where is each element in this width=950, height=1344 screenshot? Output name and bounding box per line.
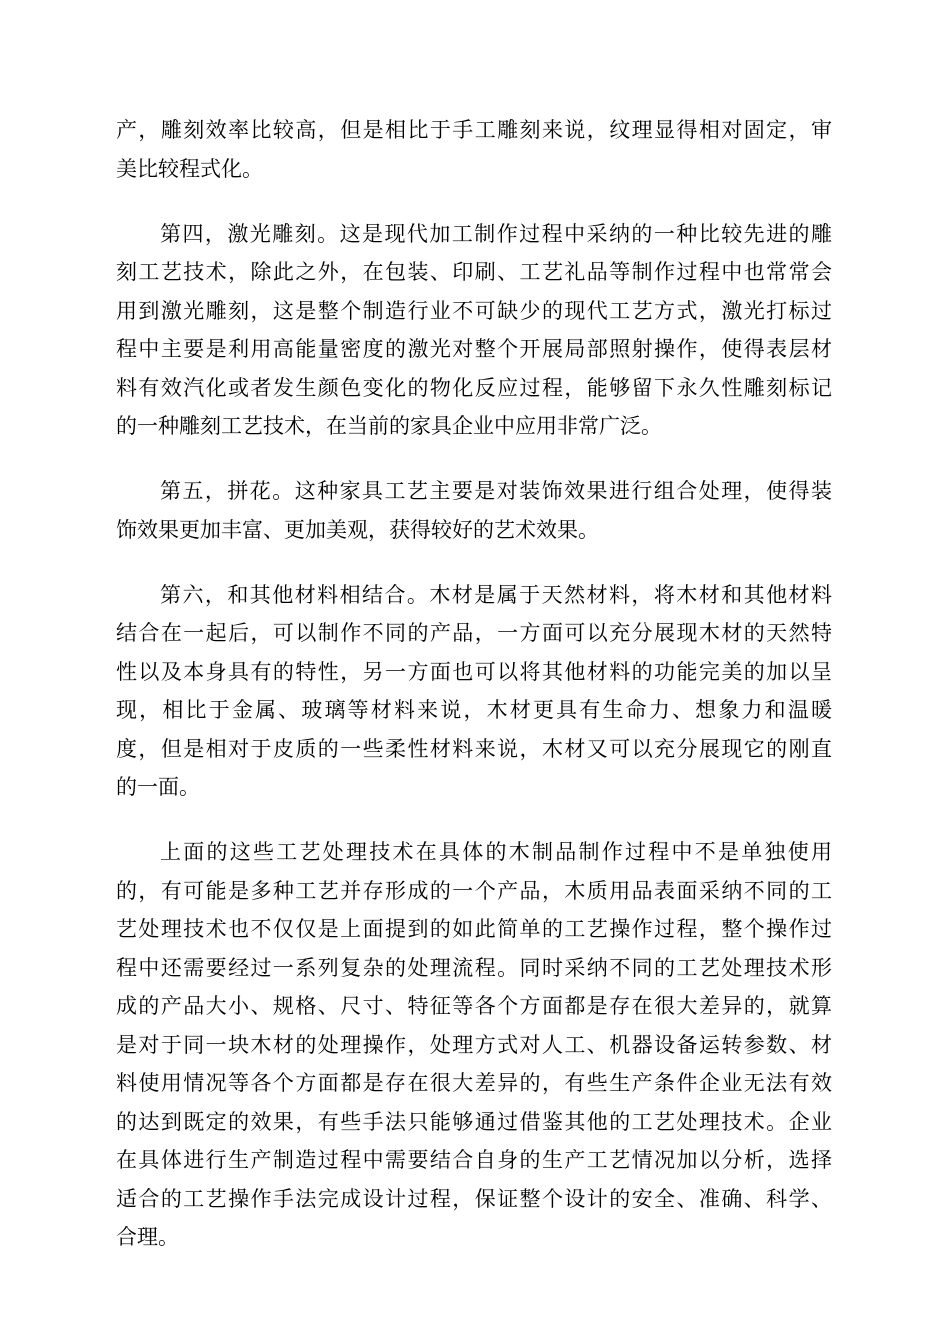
- text-line: 的一面。: [116, 775, 200, 799]
- text-line: 现，相比于金属、玻璃等材料来说，木材更具有生命力、想象力和温暖: [116, 698, 832, 722]
- paragraph-carving-continuation: [116, 111, 832, 188]
- text-line: 第四，激光雕刻。这是现代加工制作过程中采纳的一种比较先进的雕: [160, 221, 832, 246]
- text-line: 度，但是相对于皮质的一些柔性材料来说，木材又可以充分展现它的刚直: [116, 736, 832, 761]
- text-line: 的，有可能是多种工艺并存形成的一个产品，木质用品表面采纳不同的工: [116, 878, 832, 903]
- text-line: 艺处理技术也不仅仅是上面提到的如此简单的工艺操作过程，整个操作过: [116, 917, 832, 941]
- text-line: 料有效汽化或者发生颜色变化的物化反应过程，能够留下永久性雕刻标记: [116, 375, 832, 400]
- text-line: 性以及本身具有的特性，另一方面也可以将其他材料的功能完美的加以呈: [116, 659, 832, 684]
- paragraph-laser-carving: [116, 215, 832, 446]
- text-line: 成的产品大小、规格、尺寸、特征等各个方面都是存在很大差异的，就算: [116, 994, 832, 1018]
- text-line: 刻工艺技术，除此之外，在包装、印刷、工艺礼品等制作过程中也常常会: [116, 260, 832, 284]
- text-line: 的一种雕刻工艺技术，在当前的家具企业中应用非常广泛。: [116, 414, 662, 438]
- text-line: 用到激光雕刻，这是整个制造行业不可缺少的现代工艺方式，激光打标过: [116, 298, 832, 323]
- text-line: 程中还需要经过一系列复杂的处理流程。同时采纳不同的工艺处理技术形: [116, 955, 832, 980]
- paragraph-combined-materials: [116, 576, 832, 807]
- text-line: 美比较程式化。: [116, 156, 263, 181]
- text-line: 适合的工艺操作手法完成设计过程，保证整个设计的安全、准确、科学、: [116, 1186, 832, 1211]
- text-line: 程中主要是利用高能量密度的激光对整个开展局部照射操作，使得表层材: [116, 337, 832, 361]
- text-line: 在具体进行生产制造过程中需要结合自身的生产工艺情况加以分析，选择: [116, 1148, 832, 1172]
- body-text: [116, 111, 832, 1257]
- text-line: 产，雕刻效率比较高，但是相比于手工雕刻来说，纹理显得相对固定，审: [116, 118, 832, 142]
- text-line: 第六，和其他材料相结合。木材是属于天然材料，将木材和其他材料: [160, 582, 832, 607]
- text-line: 的达到既定的效果，有些手法只能够通过借鉴其他的工艺处理技术。企业: [116, 1109, 832, 1134]
- paragraph-summary: [116, 833, 832, 1257]
- text-line: 上面的这些工艺处理技术在具体的木制品制作过程中不是单独使用: [160, 840, 832, 864]
- text-line: 结合在一起后，可以制作不同的产品，一方面可以充分展现木材的天然特: [116, 621, 832, 645]
- text-line: 料使用情况等各个方面都是存在很大差异的，有些生产条件企业无法有效: [116, 1071, 832, 1095]
- paragraph-marquetry: [116, 472, 832, 549]
- text-line: 合理。: [116, 1225, 179, 1249]
- text-line: 饰效果更加丰富、更加美观，获得较好的艺术效果。: [116, 517, 599, 542]
- text-line: 第五，拼花。这种家具工艺主要是对装饰效果进行组合处理，使得装: [160, 479, 832, 503]
- text-line: 是对于同一块木材的处理操作，处理方式对人工、机器设备运转参数、材: [116, 1032, 832, 1057]
